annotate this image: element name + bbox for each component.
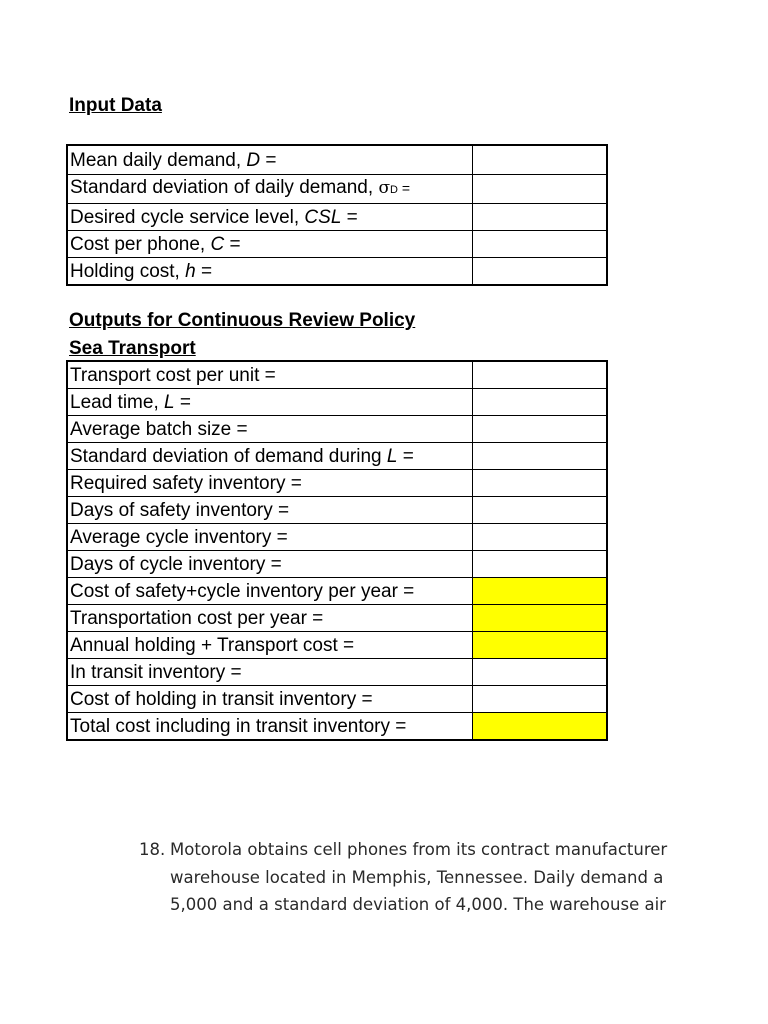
- mean-daily-demand-value-cell[interactable]: [473, 146, 607, 175]
- input-data-heading: Input Data: [69, 95, 162, 116]
- table-row: [68, 470, 607, 497]
- value-cell[interactable]: [473, 659, 607, 686]
- outputs-table: [67, 361, 607, 740]
- table-row: [68, 258, 607, 285]
- outputs-heading: Outputs for Continuous Review Policy: [69, 310, 416, 331]
- value-cell[interactable]: [473, 524, 607, 551]
- row-label: Cost per phone, C =: [68, 231, 473, 258]
- value-cell[interactable]: [473, 686, 607, 713]
- problem-line: warehouse located in Memphis, Tennessee. Daily demand a: [170, 867, 664, 887]
- table-row: [68, 416, 607, 443]
- table-row: [68, 146, 607, 175]
- problem-number: 18.: [139, 840, 166, 859]
- problem-line: 5,000 and a standard deviation of 4,000. The warehouse air: [170, 895, 666, 914]
- cycle-service-level-value-cell[interactable]: [473, 204, 607, 231]
- row-label: Standard deviation of daily demand, σD =: [68, 175, 473, 204]
- sea-transport-heading: Sea Transport: [69, 338, 196, 359]
- table-row: [68, 204, 607, 231]
- row-label: Cost of holding in transit inventory =: [68, 686, 473, 713]
- table-row: [68, 443, 607, 470]
- table-row: [68, 524, 607, 551]
- table-row: [68, 578, 607, 605]
- table-row: [68, 551, 607, 578]
- table-row: [68, 605, 607, 632]
- row-label: Transportation cost per year =: [68, 605, 473, 632]
- table-row: [68, 389, 607, 416]
- holding-cost-value-cell[interactable]: [473, 258, 607, 285]
- value-cell[interactable]: [473, 443, 607, 470]
- value-cell[interactable]: [473, 551, 607, 578]
- row-label: Days of safety inventory =: [68, 497, 473, 524]
- row-label: Days of cycle inventory =: [68, 551, 473, 578]
- row-label: Total cost including in transit inventory =: [68, 713, 473, 740]
- row-label: In transit inventory =: [68, 659, 473, 686]
- row-label: Average batch size =: [68, 416, 473, 443]
- row-label: Cost of safety+cycle inventory per year =: [68, 578, 473, 605]
- row-label: Standard deviation of demand during L =: [68, 443, 473, 470]
- table-row: [68, 659, 607, 686]
- value-cell[interactable]: [473, 470, 607, 497]
- highlighted-value-cell[interactable]: [473, 632, 607, 659]
- row-label: Holding cost, h =: [68, 258, 473, 285]
- table-row: [68, 713, 607, 740]
- row-label: Average cycle inventory =: [68, 524, 473, 551]
- table-row: [68, 175, 607, 204]
- cost-per-phone-value-cell[interactable]: [473, 231, 607, 258]
- input-data-table: [67, 145, 607, 285]
- table-row: [68, 231, 607, 258]
- value-cell[interactable]: [473, 497, 607, 524]
- value-cell[interactable]: [473, 362, 607, 389]
- row-label: Mean daily demand, D =: [68, 146, 473, 175]
- problem-statement: [139, 836, 668, 926]
- table-row: [68, 632, 607, 659]
- highlighted-value-cell[interactable]: [473, 578, 607, 605]
- row-label: Transport cost per unit =: [68, 362, 473, 389]
- table-row: [68, 497, 607, 524]
- highlighted-value-cell[interactable]: [473, 605, 607, 632]
- value-cell[interactable]: [473, 389, 607, 416]
- row-label: Required safety inventory =: [68, 470, 473, 497]
- table-row: [68, 362, 607, 389]
- problem-line: 18. Motorola obtains cell phones from its contract manufacturer: [139, 836, 668, 864]
- value-cell[interactable]: [473, 416, 607, 443]
- highlighted-value-cell[interactable]: [473, 713, 607, 740]
- std-dev-daily-demand-value-cell[interactable]: [473, 175, 607, 204]
- table-row: [68, 686, 607, 713]
- row-label: Annual holding + Transport cost =: [68, 632, 473, 659]
- row-label: Lead time, L =: [68, 389, 473, 416]
- row-label: Desired cycle service level, CSL =: [68, 204, 473, 231]
